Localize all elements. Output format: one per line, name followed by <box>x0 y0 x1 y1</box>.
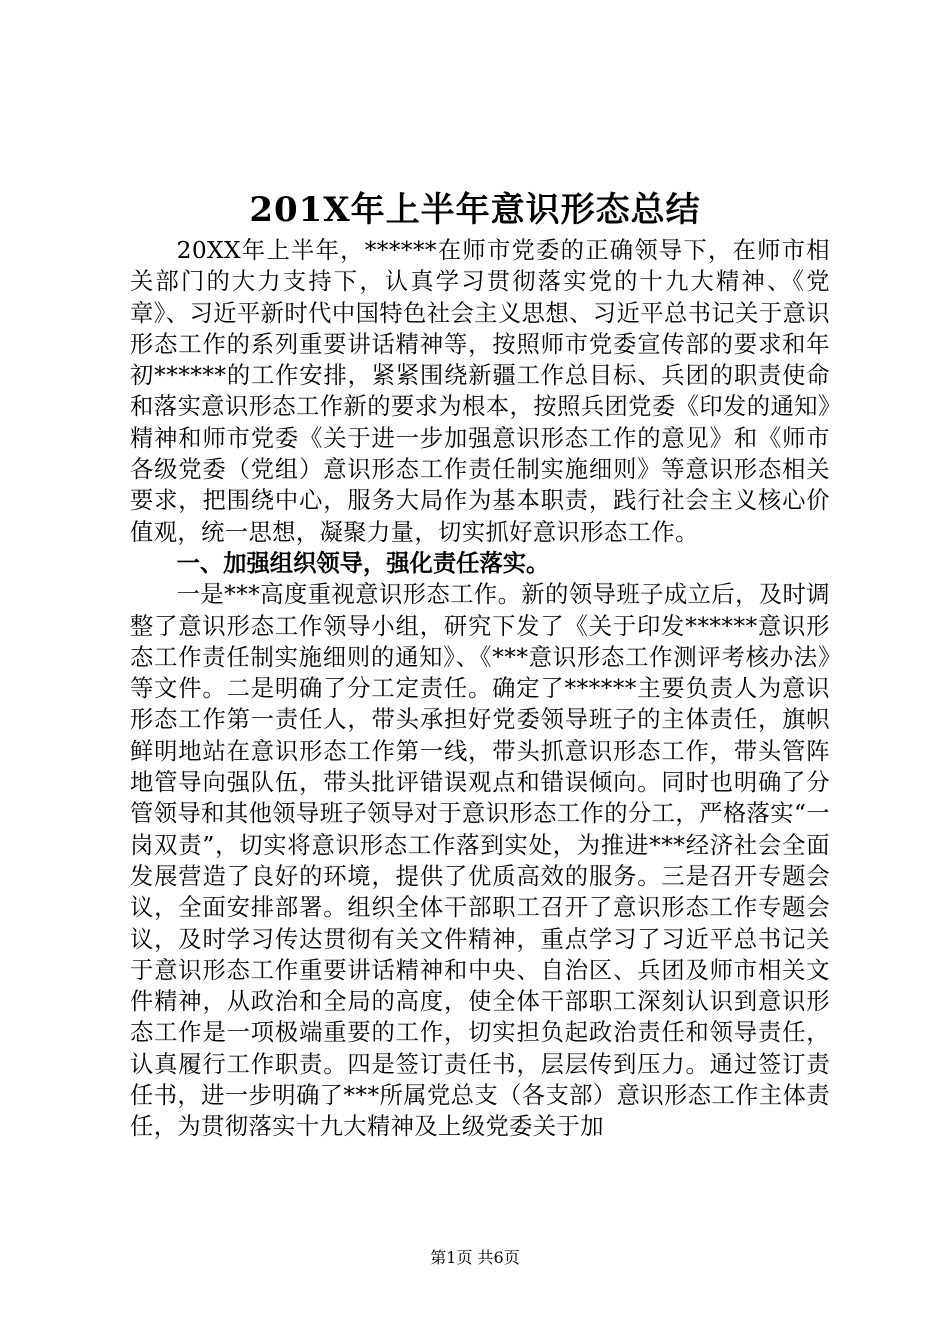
page-number-footer: 第1页 共6页 <box>430 1248 520 1267</box>
section-heading-1: 一、加强组织领导，强化责任落实。 <box>176 549 550 577</box>
section-1-paragraph: 一是***高度重视意识形态工作。新的领导班子成立后，及时调整了意识形态工作领导小组，研究下发了《关于印发******意识形态工作责任制实施细则的通知》、《***意识形态工作测评考核办法》等文件。二是明确了分工定责任。确定了******主要负责人为意识形态工作第一责任人，带头承担好党委领导班子的主体责任，旗帜鲜明地站在意识形态工作第一线，带头抓意识形态工作，带头管阵地管导向强队伍，带头批评错误观点和错误倾向。同时也明确了分管领导和其他领导班子领导对于意识形态工作的分工，严格落实“一岗双责”，切实将意识形态工作落到实处，为推进***经济社会全面发展营造了良好的环境，提供了优质高效的服务。三是召开专题会议，全面安排部署。组织全体干部职工召开了意识形态工作专题会议，及时学习传达贯彻有关文件精神，重点学习了习近平总书记关于意识形态工作重要讲话精神和中央、自治区、兵团及师市相关文件精神，从政治和全局的高度，使全体干部职工深刻认识到意识形态工作是一项极端重要的工作，切实担负起政治责任和领导责任，认真履行工作职责。四是签订责任书，层层传到压力。通过签订责任书，进一步明确了***所属党总支（各支部）意识形态工作主体责任，为贯彻落实十九大精神及上级党委关于加 <box>130 581 830 1141</box>
intro-paragraph: 20XX年上半年，******在师市党委的正确领导下，在师市相关部门的大力支持下，认真学习贯彻落实党的十九大精神、《党章》、习近平新时代中国特色社会主义思想、习近平总书记关于意识形态工作的系列重要讲话精神等，按照师市党委宣传部的要求和年初******的工作安排，紧紧围绕新疆工作总目标、兵团的职责使命和落实意识形态工作新的要求为根本，按照兵团党委《印发的通知》精神和师市党委《关于进一步加强意识形态工作的意见》和《师市各级党委（党组）意识形态工作责任制实施细则》等意识形态相关要求，把围绕中心，服务大局作为基本职责，践行社会主义核心价值观，统一思想，凝聚力量，切实抓好意识形态工作。 <box>130 237 830 546</box>
document-title: 201X年上半年意识形态总结 <box>249 190 701 230</box>
document-body <box>130 235 830 1143</box>
